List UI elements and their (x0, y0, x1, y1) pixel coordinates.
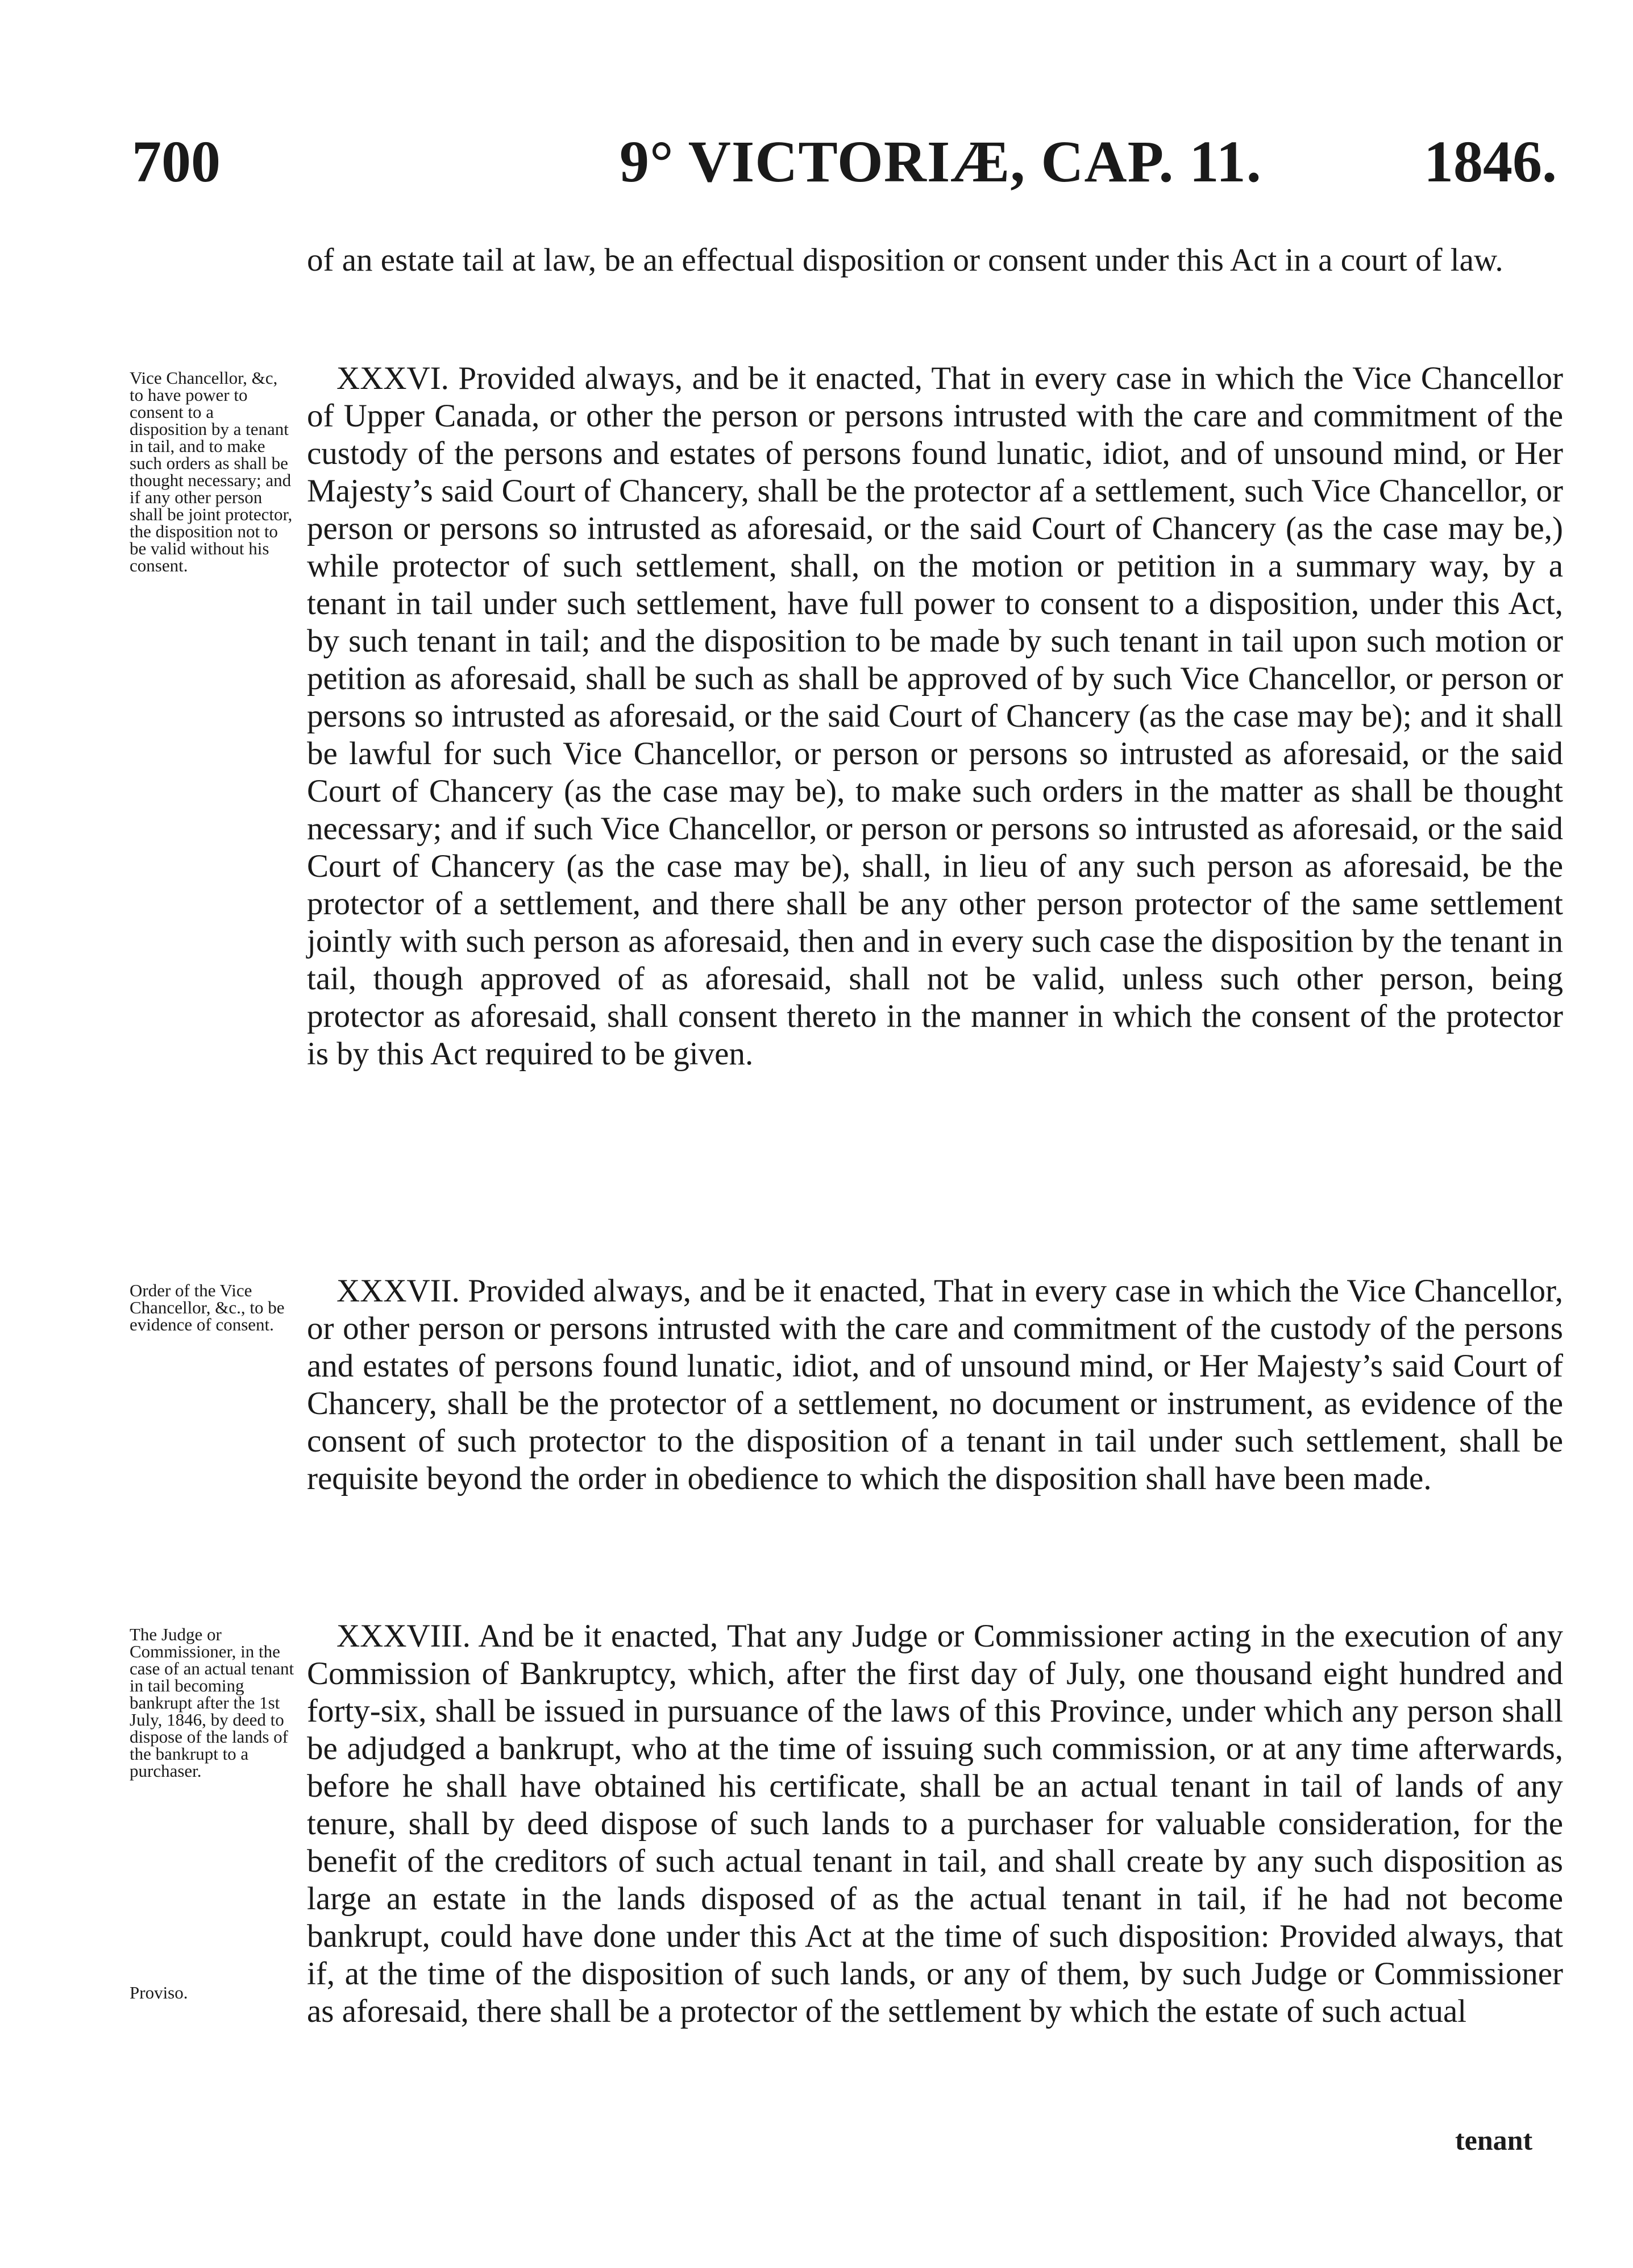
page-number: 700 (132, 129, 221, 194)
marginal-note-section-37: Order of the Vice Chancellor, &c., to be evidence of consent. (130, 1280, 285, 1334)
section-37-text: XXXVII. Provided always, and be it enacted, That in every case in which the Vice Chancellor, or other person or persons intrusted with the care and commitment of the custody of the persons and estates of persons found lunatic, idiot, and of unsound mind, or Her Majesty’s said Court of Chancery, shall be the protector of a settlement, no document or instrument, as evidence of the consent of such protector to the disposition of a tenant in tail under such settlement, shall be requisite beyond the order in obedience to which the disposition shall have been made. (307, 1273, 1563, 1496)
section-38-text: XXXVIII. And be it enacted, That any Judge or Commissioner acting in the execution of any Commission of Bankruptcy, which, after the first day of July, one thousand eight hundred and forty-six, shall be issued in pursuance of the laws of this Province, under which any person shall be adjudged a bankrupt, who at the time of issuing such commission, or at any time afterwards, before he shall have obtained his certificate, shall be an actual tenant in tail of lands of any tenure, shall by deed dispose of such lands to a purchaser for valuable consideration, for the benefit of the creditors of such actual tenant in tail, and shall create by any such disposition as large an estate in the lands disposed of as the actual tenant in tail, if he had not become bankrupt, could have done under this Act at the time of such disposition: Provided always, that if, at the time of the disposition of such lands, or any of them, by such Judge or Commissioner as aforesaid, there shall be a protector of the settlement by which the estate of such actual (307, 1618, 1563, 2029)
running-title: 9° VICTORIÆ, CAP. 11. (620, 129, 1262, 194)
marginal-note-proviso: Proviso. (130, 1983, 188, 2002)
page-header (0, 128, 1633, 196)
marginal-note-section-38: The Judge or Commissioner, in the case of an actual tenant in tail becoming bankrupt after the 1st July, 1846, by deed to dispose of the lands of the bankrupt to a purchaser. (130, 1624, 294, 1781)
section-36-text: XXXVI. Provided always, and be it enacted, That in every case in which the Vice Chancellor of Upper Canada, or other the person or persons intrusted with the care and commitment of the custody of the persons and estates of persons found lunatic, idiot, and of unsound mind, or Her Majesty’s said Court of Chancery, shall be the protector af a settlement, such Vice Chancellor, or person or persons so intrusted as aforesaid, or the said Court of Chancery (as the case may be,) while protector of such settlement, shall, on the motion or petition in a summary way, by a tenant in tail under such settlement, have full power to consent to a disposition, under this Act, by such tenant in tail; and the disposition to be made by such tenant in tail upon such motion or petition as aforesaid, shall be such as shall be approved of by such Vice Chancellor, or person or persons so intrusted as aforesaid, or the said Court of Chancery (as the case may be); and it shall be lawful for such Vice Chancellor, or person or persons so intrusted as aforesaid, or the said Court of Chancery (as the case may be), to make such orders in the matter as shall be thought necessary; and if such Vice Chancellor, or person or persons so intrusted as aforesaid, or the said Court of Chancery (as the case may be), shall, in lieu of any such person as aforesaid, be the protector of a settlement, and there shall be any other person protector of the same settlement jointly with such person as aforesaid, then and in every such case the disposition by the tenant in tail, though approved of as aforesaid, shall not be valid, unless such other person, being protector as aforesaid, shall consent thereto in the manner in which the consent of the protector is by this Act required to be given. (307, 360, 1563, 1072)
catchword: tenant (1455, 2124, 1533, 2156)
header-year: 1846. (1424, 129, 1557, 194)
marginal-note-section-36: Vice Chancellor, &c, to have power to consent to a disposition by a tenant in tail, and to make such orders as shall be thought necessary; and if any other person shall be joint protector, the disposition not to be valid without his consent. (130, 368, 293, 575)
continuation-text: of an estate tail at law, be an effectual disposition or consent under this Act in a court of law. (307, 242, 1503, 278)
